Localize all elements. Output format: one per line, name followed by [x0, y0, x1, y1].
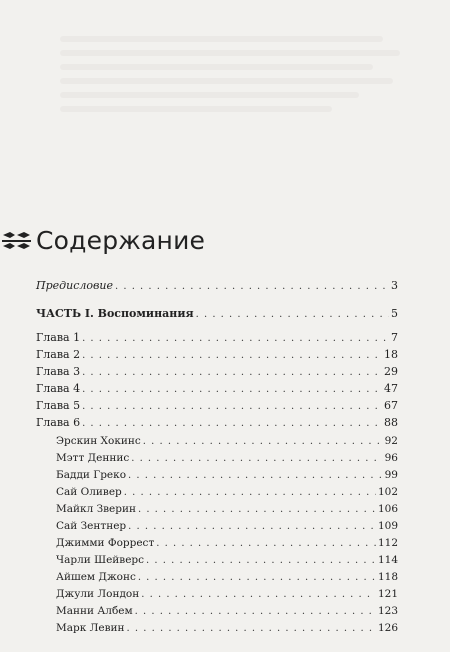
- toc-page: 106: [377, 503, 398, 515]
- dot-leader: [138, 503, 376, 517]
- toc-subentry: [56, 451, 398, 466]
- dot-leader: [146, 554, 376, 568]
- toc-label: Глава 1: [36, 331, 81, 344]
- dot-leader: [82, 349, 382, 363]
- toc-page: 29: [384, 365, 398, 378]
- dot-leader: [115, 280, 389, 294]
- toc-label: Глава 2: [36, 348, 81, 361]
- toc-label: Глава 3: [36, 365, 81, 378]
- toc-page: 96: [384, 452, 398, 464]
- dot-leader: [82, 417, 382, 431]
- reverse-side-bleed: [60, 28, 400, 128]
- toc-subentry: [56, 468, 398, 483]
- toc-entry-chapter: [36, 399, 398, 414]
- toc-page: 92: [384, 435, 398, 447]
- toc-label: Айшем Джонс: [56, 571, 136, 583]
- dot-leader: [143, 435, 383, 449]
- dot-leader: [82, 366, 382, 380]
- toc-label: Марк Левин: [56, 622, 125, 634]
- toc-label: Сай Оливер: [56, 486, 122, 498]
- toc-subentry: [56, 536, 398, 551]
- toc-page: 99: [384, 469, 398, 481]
- toc-entry-preface: [36, 279, 398, 294]
- toc-label: Мэтт Деннис: [56, 452, 130, 464]
- toc-label: Манни Албем: [56, 605, 133, 617]
- toc-subentry: [56, 587, 398, 602]
- toc-page: 102: [377, 486, 398, 498]
- toc-label: Глава 4: [36, 382, 81, 395]
- toc-page: 5: [391, 307, 398, 320]
- toc-page: 114: [377, 554, 398, 566]
- toc-page: 88: [384, 416, 398, 429]
- toc-subentry: [56, 434, 398, 449]
- dot-leader: [135, 605, 376, 619]
- page-title: Содержание: [36, 226, 206, 255]
- toc-page: 3: [391, 279, 398, 292]
- toc-page: 109: [377, 520, 398, 532]
- dot-leader: [82, 383, 382, 397]
- dot-leader: [82, 332, 389, 346]
- toc-page: 118: [377, 571, 398, 583]
- toc-page: 47: [384, 382, 398, 395]
- toc-label: Майкл Зверин: [56, 503, 136, 515]
- dot-leader: [124, 486, 376, 500]
- toc-label: Эрскин Хокинс: [56, 435, 141, 447]
- toc-subentry: [56, 604, 398, 619]
- toc-subentry: [56, 519, 398, 534]
- toc-label: Глава 5: [36, 399, 81, 412]
- toc-label: Джимми Форрест: [56, 537, 155, 549]
- toc-page: 67: [384, 399, 398, 412]
- ornament-icon: [2, 229, 32, 253]
- dot-leader: [196, 308, 389, 322]
- toc-entry-chapter: [36, 365, 398, 380]
- dot-leader: [156, 537, 376, 551]
- toc-page: 112: [377, 537, 398, 549]
- contents-heading: [0, 226, 205, 255]
- dot-leader: [141, 588, 376, 602]
- dot-leader: [127, 622, 376, 636]
- toc-label: Глава 6: [36, 416, 81, 429]
- dot-leader: [128, 469, 383, 483]
- dot-leader: [128, 520, 376, 534]
- toc-page: 126: [377, 622, 398, 634]
- toc-entry-chapter: [36, 382, 398, 397]
- toc-label: Чарли Шейверс: [56, 554, 145, 566]
- dot-leader: [82, 400, 382, 414]
- toc-subentry: [56, 621, 398, 636]
- toc-label: Сай Зентнер: [56, 520, 127, 532]
- toc-entry-chapter: [36, 348, 398, 363]
- toc-page: 123: [377, 605, 398, 617]
- toc-subentry: [56, 570, 398, 585]
- dot-leader: [138, 571, 376, 585]
- toc-subentry: [56, 485, 398, 500]
- toc-page: 7: [391, 331, 398, 344]
- toc-label: Джули Лондон: [56, 588, 140, 600]
- toc-label: Предисловие: [36, 279, 113, 292]
- toc-page: 18: [384, 348, 398, 361]
- toc-subentry: [56, 502, 398, 517]
- toc-subentry: [56, 553, 398, 568]
- toc-entry-chapter: [36, 331, 398, 346]
- toc-label: Бадди Греко: [56, 469, 127, 481]
- toc-label: ЧАСТЬ I. Воспоминания: [36, 307, 194, 320]
- toc-entry-chapter: [36, 416, 398, 431]
- toc-entry-part-1: [36, 307, 398, 322]
- dot-leader: [131, 452, 382, 466]
- toc-page: 121: [377, 588, 398, 600]
